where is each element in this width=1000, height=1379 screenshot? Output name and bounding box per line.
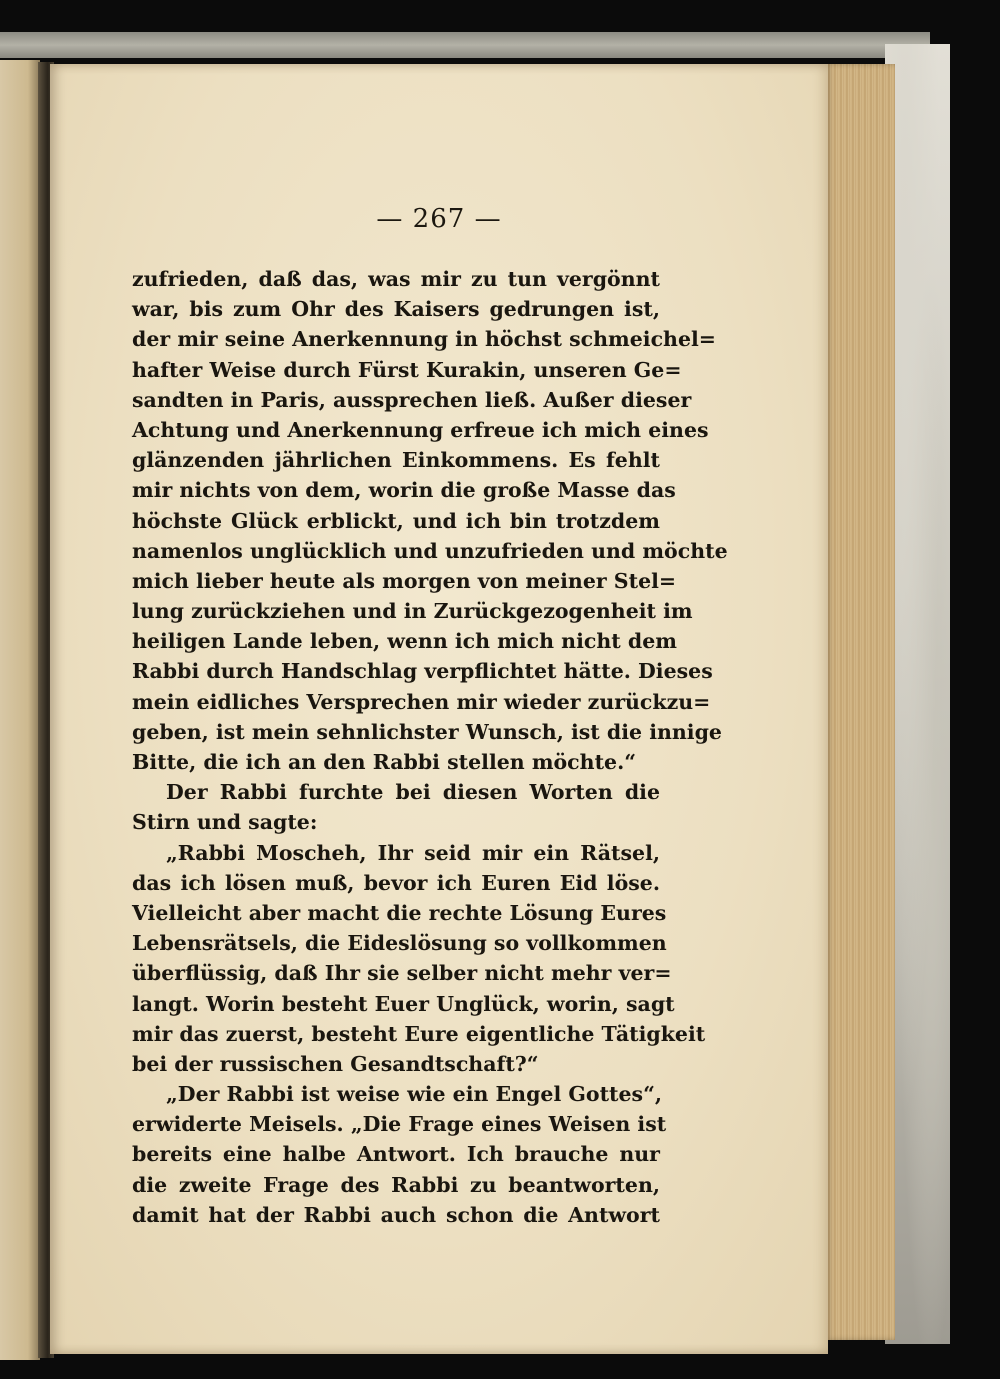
text-line: das ich lösen muß, bevor ich Euren Eid löse. (132, 870, 660, 895)
text-line: heiligen Lande leben, wenn ich mich nicht dem (132, 629, 677, 654)
page-body-text (132, 264, 728, 1230)
text-line: die zweite Frage des Rabbi zu beantworten, (132, 1172, 660, 1197)
text-line: Lebensrätsels, die Eideslösung so vollkommen (132, 931, 667, 956)
text-line: überflüssig, daß Ihr sie selber nicht mehr ver= (132, 961, 672, 986)
text-line: erwiderte Meisels. „Die Frage eines Weisen ist (132, 1112, 667, 1137)
text-line: mir nichts von dem, worin die große Masse das (132, 478, 676, 503)
text-line: Bitte, die ich an den Rabbi stellen möchte.“ (132, 750, 637, 774)
page-number: — 267 — (376, 204, 502, 234)
text-line: „Rabbi Moscheh, Ihr seid mir ein Rätsel, (166, 840, 660, 865)
book-page (50, 64, 828, 1354)
text-line: Achtung und Anerkennung erfreue ich mich eines (132, 417, 709, 442)
text-line: namenlos unglücklich und unzufrieden und möchte (132, 538, 728, 563)
text-line: mir das zuerst, besteht Eure eigentliche Tätigkeit (132, 1021, 706, 1046)
facing-page (0, 60, 40, 1360)
page-block-edges (825, 64, 895, 1340)
text-line: damit hat der Rabbi auch schon die Antwort (132, 1202, 660, 1227)
text-line: langt. Worin besteht Euer Unglück, worin, sagt (132, 991, 675, 1016)
text-line: Rabbi durch Handschlag verpflichtet hätte. Dieses (132, 659, 713, 684)
text-line: zufrieden, daß das, was mir zu tun vergönnt (132, 267, 660, 291)
text-line: mich lieber heute als morgen von meiner Stel= (132, 568, 677, 593)
text-line: hafter Weise durch Fürst Kurakin, unseren Ge= (132, 357, 682, 382)
text-line: Stirn und sagte: (132, 810, 318, 835)
text-line: geben, ist mein sehnlichster Wunsch, ist die innige (132, 719, 722, 744)
cloth-spine (0, 32, 930, 58)
text-line: bei der russischen Gesandtschaft?“ (132, 1051, 539, 1076)
text-line: Vielleicht aber macht die rechte Lösung Eures (132, 900, 667, 925)
text-line: war, bis zum Ohr des Kaisers gedrungen ist, (132, 297, 660, 322)
text-line: bereits eine halbe Antwort. Ich brauche nur (132, 1142, 660, 1167)
text-line: Der Rabbi furchte bei diesen Worten die (166, 780, 660, 805)
text-line: höchste Glück erblickt, und ich bin trotzdem (132, 508, 660, 533)
text-line: der mir seine Anerkennung in höchst schmeichel= (132, 327, 716, 352)
text-line: sandten in Paris, aussprechen ließ. Außer dieser (132, 387, 692, 412)
text-line: glänzenden jährlichen Einkommens. Es fehlt (132, 448, 660, 473)
text-line: mein eidliches Versprechen mir wieder zurückzu= (132, 689, 711, 714)
text-line: „Der Rabbi ist weise wie ein Engel Gottes“, (166, 1082, 663, 1107)
text-line: lung zurückziehen und in Zurückgezogenheit im (132, 599, 693, 624)
